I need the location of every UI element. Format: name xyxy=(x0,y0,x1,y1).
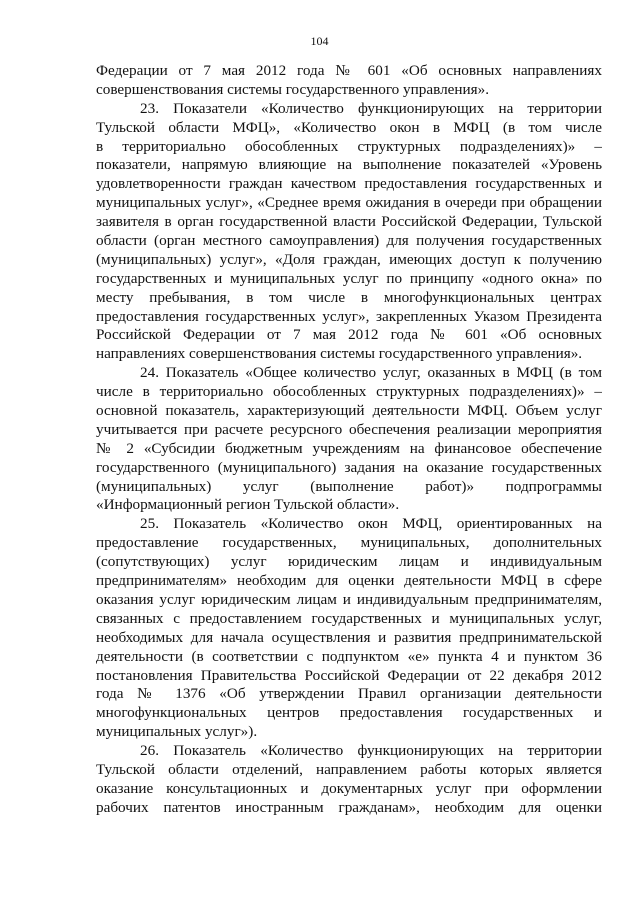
paragraph xyxy=(96,100,602,364)
text-line: в территориально обособленных структурных подразделениях)» – xyxy=(96,137,602,155)
text-line: совершенствования системы государственного управления». xyxy=(96,80,490,98)
text-line: направлениях совершенствования системы государственного управления». xyxy=(96,345,583,363)
text-line: заявителя в орган государственной власти Российской Федерации, Тульской xyxy=(96,213,602,231)
text-line: многофункциональных центров предоставления государственных и xyxy=(96,704,602,722)
text-line: государственного (муниципального) задания на оказание государственных xyxy=(96,458,602,476)
text-line: рабочих патентов иностранным гражданам», необходим для оценки xyxy=(96,798,602,816)
text-line: Федерации от 7 мая 2012 года № 601 «Об основных направлениях xyxy=(96,62,602,79)
text-line: оказание консультационных и документарных услуг при оформлении xyxy=(96,779,602,797)
text-line: оказания услуг юридическим лицам и индивидуальным предпринимателям, xyxy=(96,590,602,608)
text-line: Тульской области отделений, направлением работы которых является xyxy=(96,760,602,778)
text-line: муниципальных услуг», «Среднее время ожидания в очереди при обращении xyxy=(96,194,602,212)
text-line: связанных с предоставлением государственных и муниципальных услуг, xyxy=(96,609,602,627)
text-line: Российской Федерации от 7 мая 2012 года № 601 «Об основных xyxy=(96,326,602,344)
text-line: показатели, напрямую влияющие на выполнение показателей «Уровень xyxy=(96,156,602,174)
text-line: 26. Показатель «Количество функционирующих на территории xyxy=(140,742,602,760)
text-line: необходимых для начала осуществления и развития предпринимательской xyxy=(96,628,602,646)
text-line: № 2 «Субсидии бюджетным учреждениям на финансовое обеспечение xyxy=(96,439,602,457)
text-line: Тульской области МФЦ», «Количество окон в МФЦ (в том числе xyxy=(96,118,602,136)
text-line: деятельности (в соответствии с подпунктом «е» пункта 4 и пунктом 36 xyxy=(96,647,602,665)
text-line: муниципальных услуг»). xyxy=(96,723,258,741)
text-line: предоставления государственных услуг», закрепленных Указом Президента xyxy=(96,307,602,325)
text-line: (муниципальных) услуг», «Доля граждан, имеющих доступ к получению xyxy=(96,250,602,268)
text-line: года № 1376 «Об утверждении Правил организации деятельности xyxy=(96,685,602,703)
page-number: 104 xyxy=(310,34,329,48)
text-line: предоставление государственных, муниципальных, дополнительных xyxy=(96,534,602,552)
text-line: области (орган местного самоуправления) для получения государственных xyxy=(96,232,602,250)
text-line: предпринимателям» необходим для оценки деятельности МФЦ в сфере xyxy=(96,572,602,590)
text-line: месту пребывания, в том числе в многофункциональных центрах xyxy=(96,288,602,306)
text-line: 25. Показатель «Количество окон МФЦ, ориентированных на xyxy=(140,515,602,533)
paragraph xyxy=(96,364,602,515)
text-line: 24. Показатель «Общее количество услуг, оказанных в МФЦ (в том xyxy=(140,364,602,382)
paragraph xyxy=(96,62,602,100)
text-line: постановления Правительства Российской Федерации от 22 декабря 2012 xyxy=(96,666,602,684)
text-line: государственных и муниципальных услуг по принципу «одного окна» по xyxy=(96,269,602,287)
text-line: (муниципальных) услуг (выполнение работ)» подпрограммы xyxy=(96,477,602,495)
text-line: основной показатель, характеризующий деятельности МФЦ. Объем услуг xyxy=(96,402,602,420)
paragraph xyxy=(96,515,602,742)
text-line: 23. Показатели «Количество функционирующих на территории xyxy=(140,99,602,117)
document-body xyxy=(96,62,602,818)
text-line: удовлетворенности граждан качеством предоставления государственных и xyxy=(96,175,602,193)
text-line: (сопутствующих) услуг юридическим лицам и индивидуальным xyxy=(96,553,602,571)
text-line: учитывается при расчете ресурсного обеспечения реализации мероприятия xyxy=(96,420,602,438)
text-line: «Информационный регион Тульской области». xyxy=(96,496,400,514)
paragraph xyxy=(96,742,602,818)
text-line: числе в территориально обособленных структурных подразделениях)» – xyxy=(96,383,602,401)
